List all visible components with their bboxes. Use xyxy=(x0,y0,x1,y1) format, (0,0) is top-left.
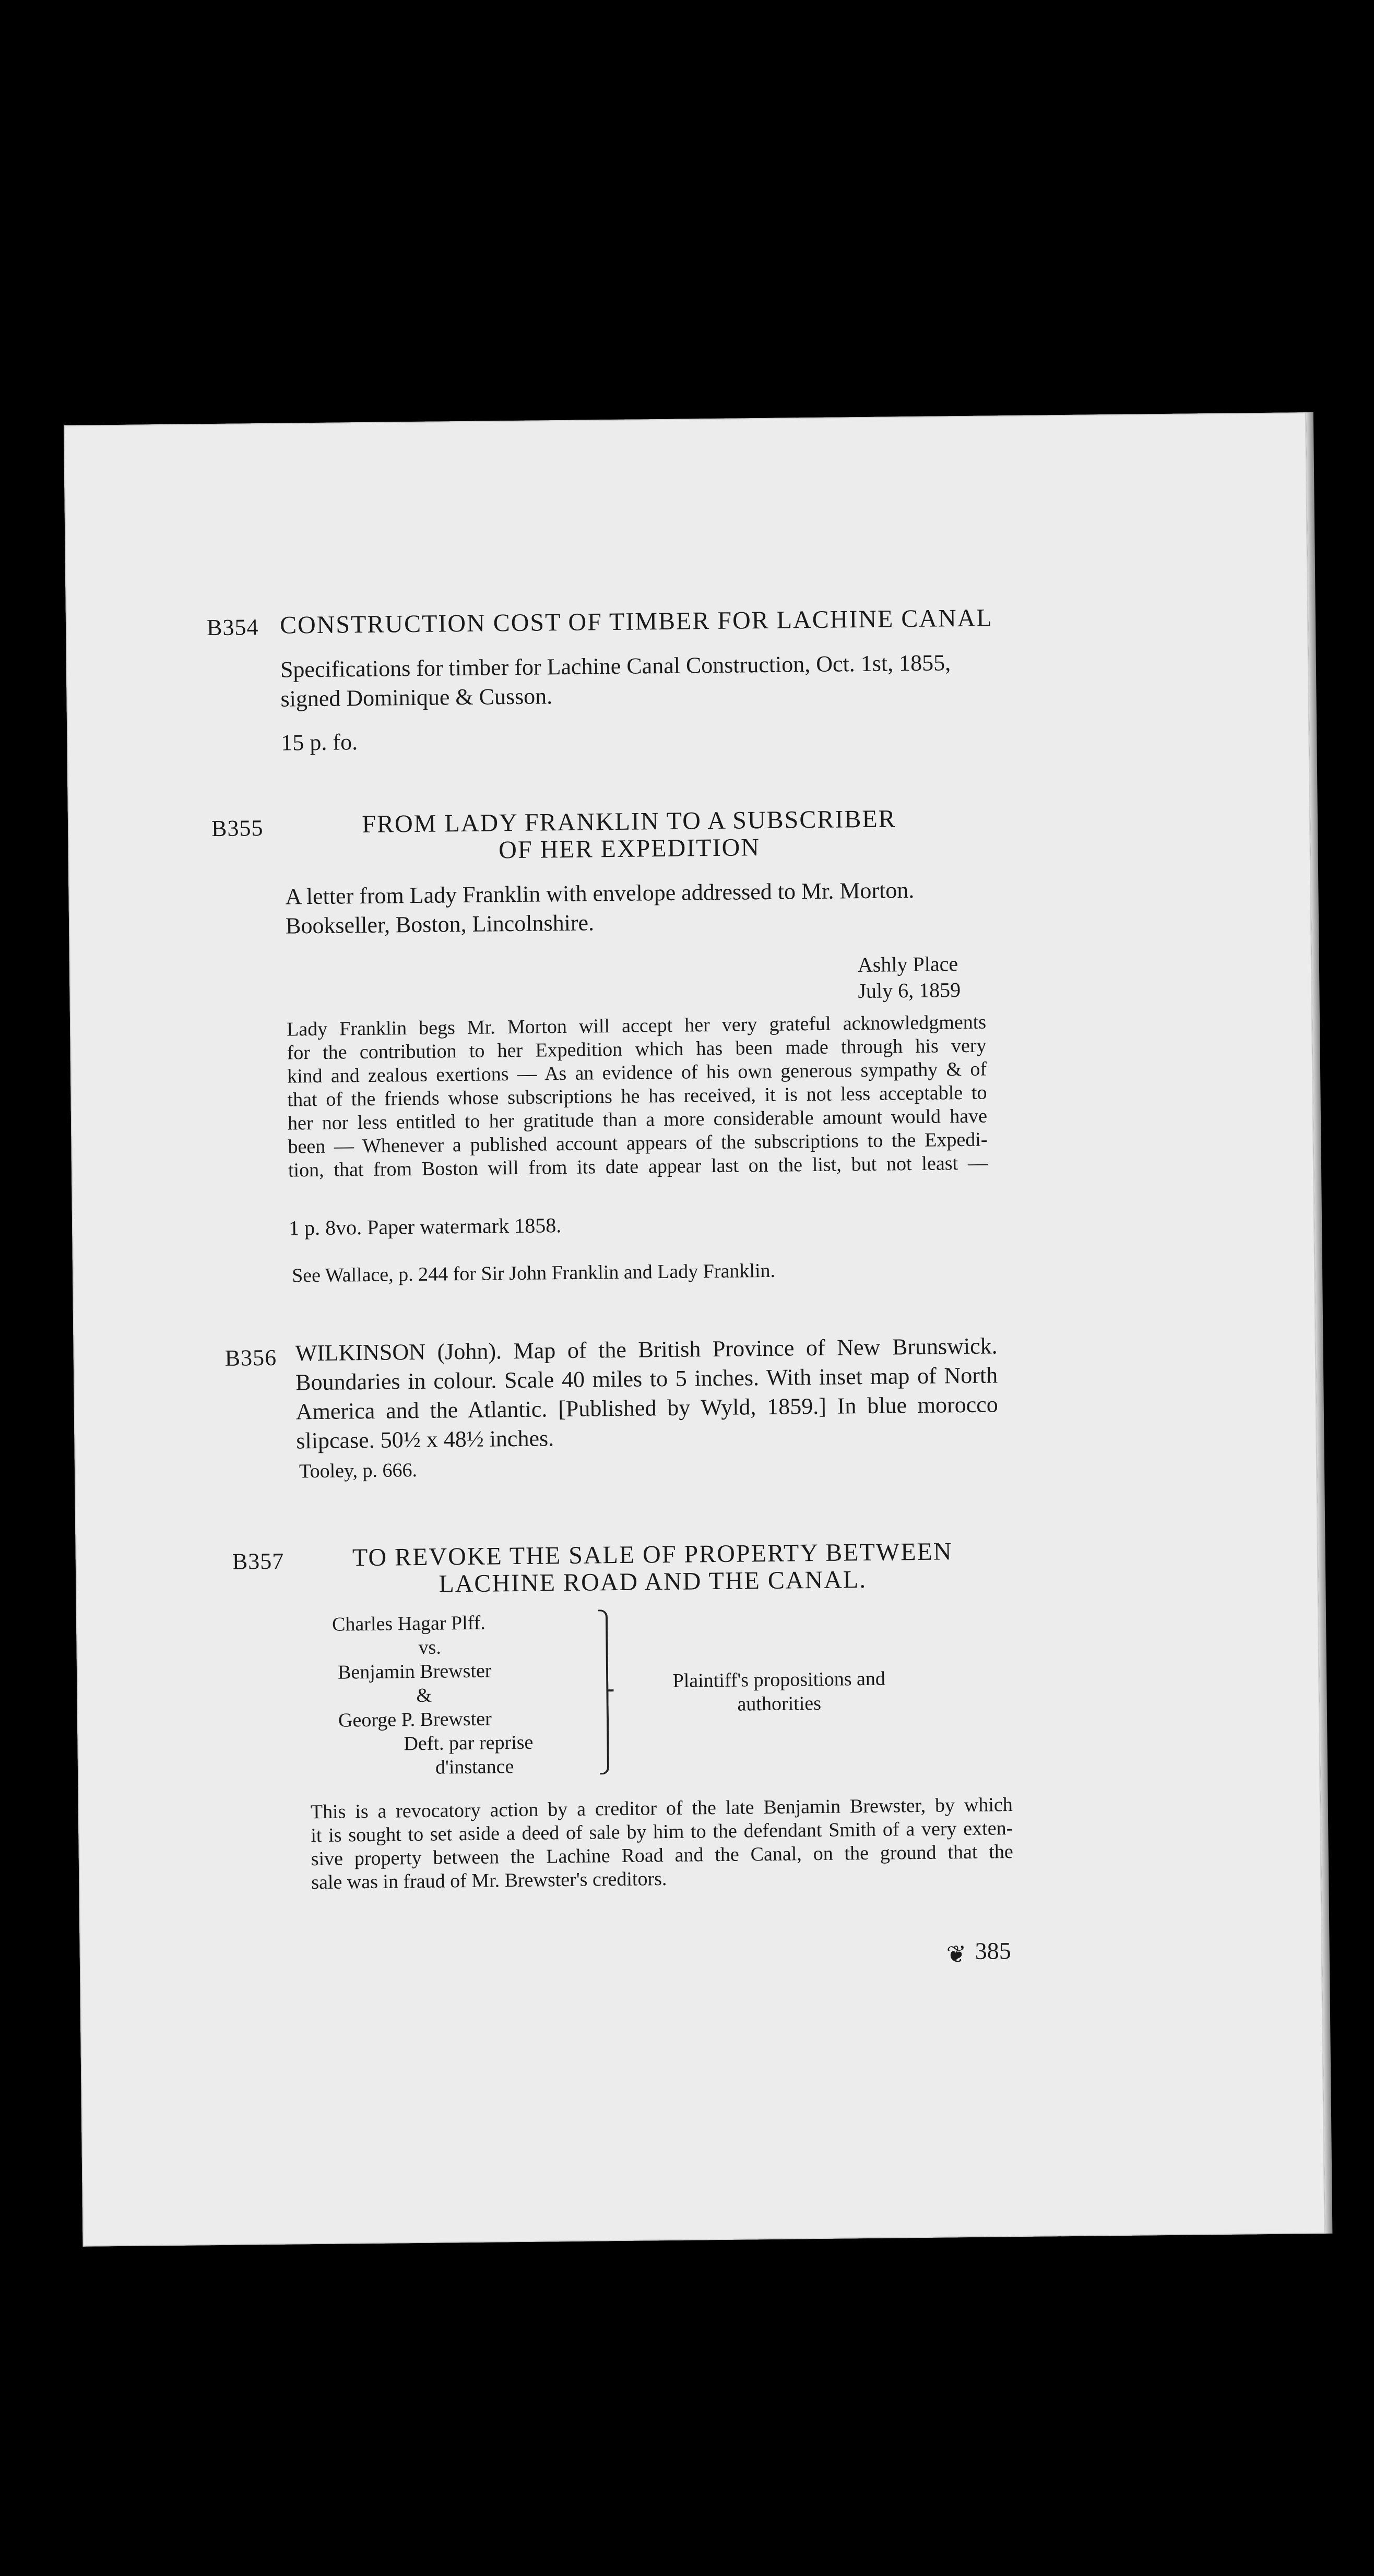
case-brace xyxy=(598,1609,609,1774)
entry-note-b355: See Wallace, p. 244 for Sir John Franklin and Lady Franklin. xyxy=(291,1259,776,1287)
party-reprise: Deft. par reprise xyxy=(404,1731,534,1755)
entry-id-b354: B354 xyxy=(206,614,259,641)
case-parties xyxy=(332,1611,532,1781)
description-line: slipcase. 50½ x 48½ inches. xyxy=(296,1425,554,1454)
description-line: it is sought to set aside a deed of sale by him to the defendant Smith of a very exten- xyxy=(311,1817,1013,1847)
entry-description-b355 xyxy=(285,875,980,941)
title-line: OF HER EXPEDITION xyxy=(498,833,761,864)
party-plaintiff: Charles Hagar Plff. xyxy=(331,1612,486,1636)
entry-id-b355: B355 xyxy=(211,815,264,842)
letter-line: for the contribution to her Expedition which has been made through his very xyxy=(287,1034,987,1064)
entry-description-b357 xyxy=(311,1793,1014,1894)
letter-line: her nor less entitled to her gratitude than a more considerable amount would have xyxy=(287,1105,988,1135)
catalogue-page xyxy=(64,412,1325,2247)
party-defendant-1: Benjamin Brewster xyxy=(337,1660,492,1684)
entry-format-b355: 1 p. 8vo. Paper watermark 1858. xyxy=(288,1213,562,1240)
party-instance: d'instance xyxy=(435,1756,514,1779)
brace-note-line: authorities xyxy=(737,1692,822,1715)
title-line: TO REVOKE THE SALE OF PROPERTY BETWEEN xyxy=(352,1537,953,1572)
letter-line: kind and zealous exertions — As an evidence of his own generous sympathy & of xyxy=(287,1058,987,1088)
brace-note xyxy=(656,1666,902,1717)
description-line: Specifications for timber for Lachine Canal Construction, Oct. 1st, 1855, xyxy=(280,650,951,683)
description-line: sive property between the Lachine Road and the Canal, on the ground that the xyxy=(311,1841,1013,1870)
letter-text xyxy=(287,1011,988,1183)
entry-description-b354 xyxy=(280,648,975,714)
letter-line: that of the friends whose subscriptions he has received, it is not less acceptable to xyxy=(287,1081,987,1111)
page-number: 385 xyxy=(975,1937,1011,1964)
description-line: This is a revocatory action by a creditor of the late Benjamin Brewster, by which xyxy=(310,1794,1013,1823)
party-ampersand: & xyxy=(416,1684,432,1707)
letter-dateline xyxy=(858,951,961,1004)
party-versus: vs. xyxy=(418,1636,442,1659)
entry-id-b357: B357 xyxy=(232,1548,285,1575)
description-line: WILKINSON (John). Map of the British Province of New Brunswick. xyxy=(295,1333,998,1366)
dateline-place: Ashly Place xyxy=(857,952,958,977)
description-line: Boundaries in colour. Scale 40 miles to 5 inches. With inset map of North xyxy=(295,1362,998,1396)
description-line: A letter from Lady Franklin with envelope addressed to Mr. Morton. xyxy=(285,877,915,910)
title-line: LACHINE ROAD AND THE CANAL. xyxy=(439,1566,867,1598)
entry-description-b356 xyxy=(295,1331,998,1456)
entry-id-b356: B356 xyxy=(224,1344,277,1371)
entry-title-b354: CONSTRUCTION COST OF TIMBER FOR LACHINE CANAL xyxy=(279,604,993,639)
description-line: Bookseller, Boston, Lincolnshire. xyxy=(285,910,595,939)
title-line: FROM LADY FRANKLIN TO A SUBSCRIBER xyxy=(362,805,896,839)
case-brace-point xyxy=(607,1689,613,1691)
description-line: signed Dominique & Cusson. xyxy=(280,683,553,712)
description-line: America and the Atlantic. [Published by Wyld, 1859.] In blue morocco xyxy=(295,1391,998,1425)
letter-line: tion, that from Boston will from its date appear last on the list, but not least — xyxy=(288,1152,988,1182)
entry-title-b357 xyxy=(305,1537,1000,1599)
brace-note-line: Plaintiff's propositions and xyxy=(672,1667,886,1692)
ornament-icon: ❦ xyxy=(946,1941,967,1968)
letter-line: Lady Franklin begs Mr. Morton will accept her very grateful acknowledgments xyxy=(286,1011,987,1041)
entry-title-b355 xyxy=(282,805,977,866)
entry-format-b354: 15 p. fo. xyxy=(281,729,358,756)
description-line: sale was in fraud of Mr. Brewster's creditors. xyxy=(311,1868,667,1894)
dateline-date: July 6, 1859 xyxy=(858,978,961,1003)
page-edge xyxy=(1306,412,1333,2234)
party-defendant-2: George P. Brewster xyxy=(338,1708,492,1732)
letter-line: been — Whenever a published account appears of the subscriptions to the Expedi- xyxy=(288,1128,988,1158)
entry-note-b356: Tooley, p. 666. xyxy=(299,1459,418,1483)
